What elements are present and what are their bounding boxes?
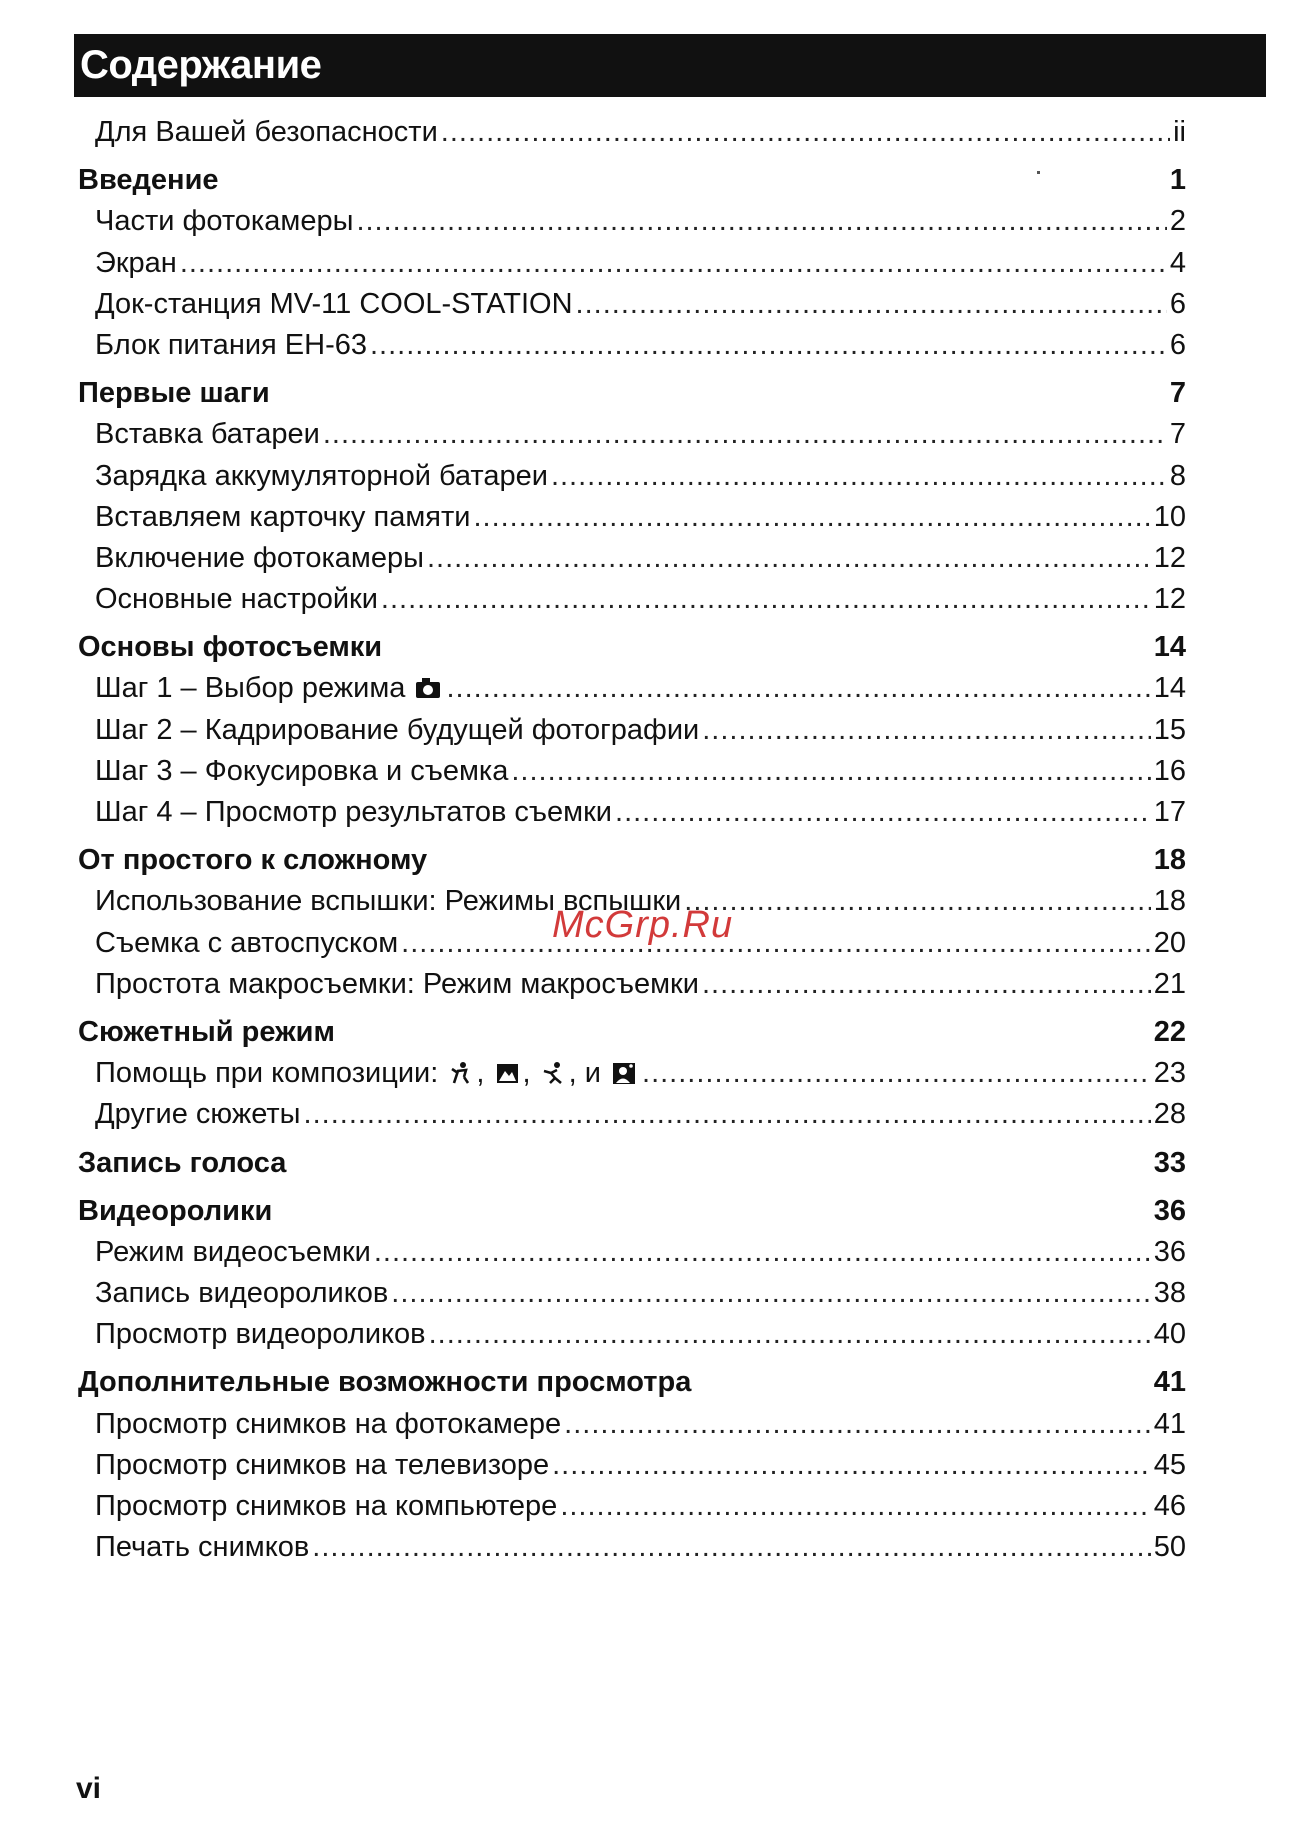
toc-title-text: От простого к сложному [78,844,428,877]
toc-entry[interactable] [78,1273,1186,1314]
toc-entry[interactable] [78,668,1186,709]
dot-leader [323,414,1167,455]
toc-page-number: 36 [1153,1194,1186,1227]
toc-page-number: ii [1173,116,1186,148]
toc-entry[interactable] [78,751,1186,792]
dot-leader [304,1094,1151,1135]
toc-title [95,579,378,620]
toc-title [95,1094,301,1135]
toc-title-text: Вставка батареи [95,418,320,451]
toc-page-number: 10 [1153,500,1186,533]
dot-leader [552,1445,1151,1486]
toc-page-number: 6 [1169,328,1186,361]
dot-leader [551,456,1167,497]
toc-page-number: 12 [1153,583,1186,616]
toc-title-text: Основные настройки [95,583,378,616]
toc-page-number: 1 [1169,164,1186,197]
toc-title-text: Просмотр снимков на телевизоре [95,1448,550,1481]
toc-title [78,627,382,668]
toc-title [95,923,398,964]
toc-title-text: Видеоролики [78,1194,273,1227]
toc-entry[interactable] [78,792,1186,833]
toc-title-text: Сюжетный режим [78,1015,335,1048]
toc-title [95,792,612,833]
toc-title-text: Съемка с автоспуском [95,926,399,959]
dot-leader [473,497,1150,538]
toc-title [95,1527,309,1568]
icon-separator: , и [568,1057,601,1090]
toc-page-number: 41 [1153,1366,1186,1399]
toc-page-number: 15 [1153,713,1186,746]
sports-assist-icon [541,1061,567,1085]
toc-title-text: Запись видеороликов [95,1277,389,1310]
toc-title-text: Экран [95,246,177,279]
toc-title [95,668,443,709]
toc-title [78,1012,335,1053]
toc-title [95,1314,426,1355]
toc-page-number: 33 [1153,1146,1186,1179]
dot-leader [642,1053,1151,1094]
toc-title [78,840,427,881]
toc-page-number: 12 [1153,541,1186,574]
toc-title [95,456,548,497]
toc-title-text: Дополнительные возможности просмотра [78,1366,692,1399]
toc-section[interactable] [78,1362,1186,1403]
toc-page-number: 6 [1169,287,1186,320]
toc-title [78,1362,691,1403]
toc-title [95,201,353,242]
toc-title-text: Шаг 4 – Просмотр результатов съемки [95,796,613,828]
toc-section[interactable] [78,1012,1186,1053]
toc-title-text: Зарядка аккумуляторной батареи [95,459,548,492]
toc-page-number: 20 [1153,926,1186,959]
toc-section[interactable] [78,1143,1186,1184]
toc-page-number: 14 [1153,672,1186,705]
toc-entry[interactable] [78,1527,1186,1568]
toc-page-number: 8 [1169,459,1186,492]
toc-title [95,1273,388,1314]
toc-title-text: Режим видеосъемки [95,1235,371,1268]
dot-leader [511,751,1150,792]
dot-leader [374,1232,1151,1273]
toc-title-text: Печать снимков [95,1531,310,1564]
toc-title [95,751,508,792]
toc-title [95,243,177,284]
dot-leader [702,964,1151,1005]
toc-title-text: Шаг 3 – Фокусировка и съемка [95,754,509,787]
toc-entry[interactable] [78,456,1186,497]
toc-title-text: Использование вспышки: Режимы вспышки [95,885,682,918]
dot-leader [684,881,1150,922]
toc-title-text: Шаг 1 – Выбор режима [95,672,406,705]
page-title: Содержание [74,34,1266,97]
toc-page-number: 21 [1153,967,1186,1000]
dot-leader [427,538,1151,579]
toc-entry[interactable] [78,201,1186,242]
toc-page-number: 16 [1153,754,1186,787]
toc-title [95,1486,557,1527]
toc-entry[interactable] [78,1094,1186,1135]
toc-entry[interactable] [78,1486,1186,1527]
portrait-assist-icon [448,1061,474,1085]
toc-entry[interactable] [78,1314,1186,1355]
dot-leader [446,668,1150,709]
dot-leader [576,284,1167,325]
toc-entry[interactable] [78,964,1186,1005]
toc-entry[interactable] [78,112,1186,153]
toc-section[interactable] [78,840,1186,881]
toc-page-number: 14 [1153,631,1186,664]
dot-leader [312,1527,1150,1568]
toc-page-number: 2 [1169,205,1186,238]
toc-title [95,414,320,455]
toc-section[interactable] [78,627,1186,668]
dot-leader [702,710,1151,751]
toc-section[interactable] [78,160,1186,201]
toc-page-number: 28 [1153,1098,1186,1131]
toc-title [78,373,270,414]
toc-section[interactable] [78,373,1186,414]
toc-title [95,710,699,751]
toc-title [95,964,699,1005]
toc-title [95,284,573,325]
dot-leader [370,325,1167,366]
toc-section[interactable] [78,1191,1186,1232]
toc-title-text: Вставляем карточку памяти [95,500,471,533]
toc-title [95,1404,561,1445]
night-portrait-assist-icon [611,1061,637,1085]
dot-leader [560,1486,1150,1527]
dot-leader [429,1314,1151,1355]
toc-entry[interactable] [78,1232,1186,1273]
dot-leader [401,923,1151,964]
toc-page-number: 22 [1153,1015,1186,1048]
toc-title-text: Включение фотокамеры [95,541,424,574]
toc-page-number: 38 [1153,1277,1186,1310]
dot-leader [381,579,1151,620]
toc-title [95,1445,549,1486]
table-of-contents [78,112,1186,1568]
toc-page-number: 18 [1153,844,1186,877]
dot-leader [564,1404,1151,1445]
icon-separator: , [476,1057,485,1090]
toc-title-text: Док-станция MV-11 COOL-STATION [95,287,573,320]
toc-title-text: Простота макросъемки: Режим макросъемки [95,967,699,1000]
toc-title-text: Введение [78,164,219,197]
watermark: McGrp.Ru [552,904,734,946]
toc-title-text: Части фотокамеры [95,205,354,238]
toc-title-text: Помощь при композиции: [95,1057,439,1090]
toc-entry[interactable] [78,243,1186,284]
toc-entry[interactable] [78,1053,1186,1094]
dot-leader [615,792,1151,833]
toc-title-text: Блок питания EH-63 [95,328,367,361]
toc-title [78,1191,272,1232]
toc-title [95,325,367,366]
toc-title-text: Первые шаги [78,377,270,410]
toc-page-number: 7 [1169,377,1186,410]
toc-page-number: 7 [1169,418,1186,451]
toc-page-number: 36 [1153,1235,1186,1268]
toc-title-text: Для Вашей безопасности [95,116,438,148]
toc-title [78,160,219,201]
toc-page-number: 17 [1153,796,1186,828]
toc-entry[interactable] [78,414,1186,455]
icon-separator: , [522,1057,531,1090]
toc-entry[interactable] [78,538,1186,579]
toc-entry[interactable] [78,284,1186,325]
toc-title [78,1143,286,1184]
toc-title-text: Другие сюжеты [95,1098,301,1131]
toc-entry[interactable] [78,1404,1186,1445]
toc-entry[interactable] [78,579,1186,620]
toc-title [95,538,424,579]
toc-page-number: 40 [1153,1318,1186,1351]
toc-entry[interactable] [78,710,1186,751]
toc-page-number: 4 [1169,246,1186,279]
toc-title-text: Основы фотосъемки [78,631,383,664]
toc-title-text: Просмотр снимков на компьютере [95,1490,558,1522]
toc-title-text: Запись голоса [78,1146,287,1179]
dot-leader [391,1273,1150,1314]
dot-leader [356,201,1166,242]
dot-leader [441,112,1170,153]
toc-entry[interactable] [78,325,1186,366]
page-number: vi [76,1772,102,1805]
toc-title-text: Просмотр видеороликов [95,1318,426,1351]
toc-page-number: 50 [1153,1531,1186,1564]
toc-entry[interactable] [78,1445,1186,1486]
toc-page-number: 45 [1153,1448,1186,1481]
toc-page-number: 46 [1153,1490,1186,1522]
camera-icon [415,676,441,700]
toc-title [95,1053,639,1094]
toc-title [95,1232,371,1273]
toc-page-number: 18 [1153,885,1186,918]
toc-title [95,497,470,538]
toc-entry[interactable] [78,497,1186,538]
toc-page-number: 23 [1153,1057,1186,1090]
toc-title-text: Просмотр снимков на фотокамере [95,1407,562,1440]
toc-title-text: Шаг 2 – Кадрирование будущей фотографии [95,713,700,746]
dot-leader [180,243,1167,284]
landscape-assist-icon [495,1061,521,1085]
toc-title [95,112,438,153]
toc-page-number: 41 [1153,1407,1186,1440]
